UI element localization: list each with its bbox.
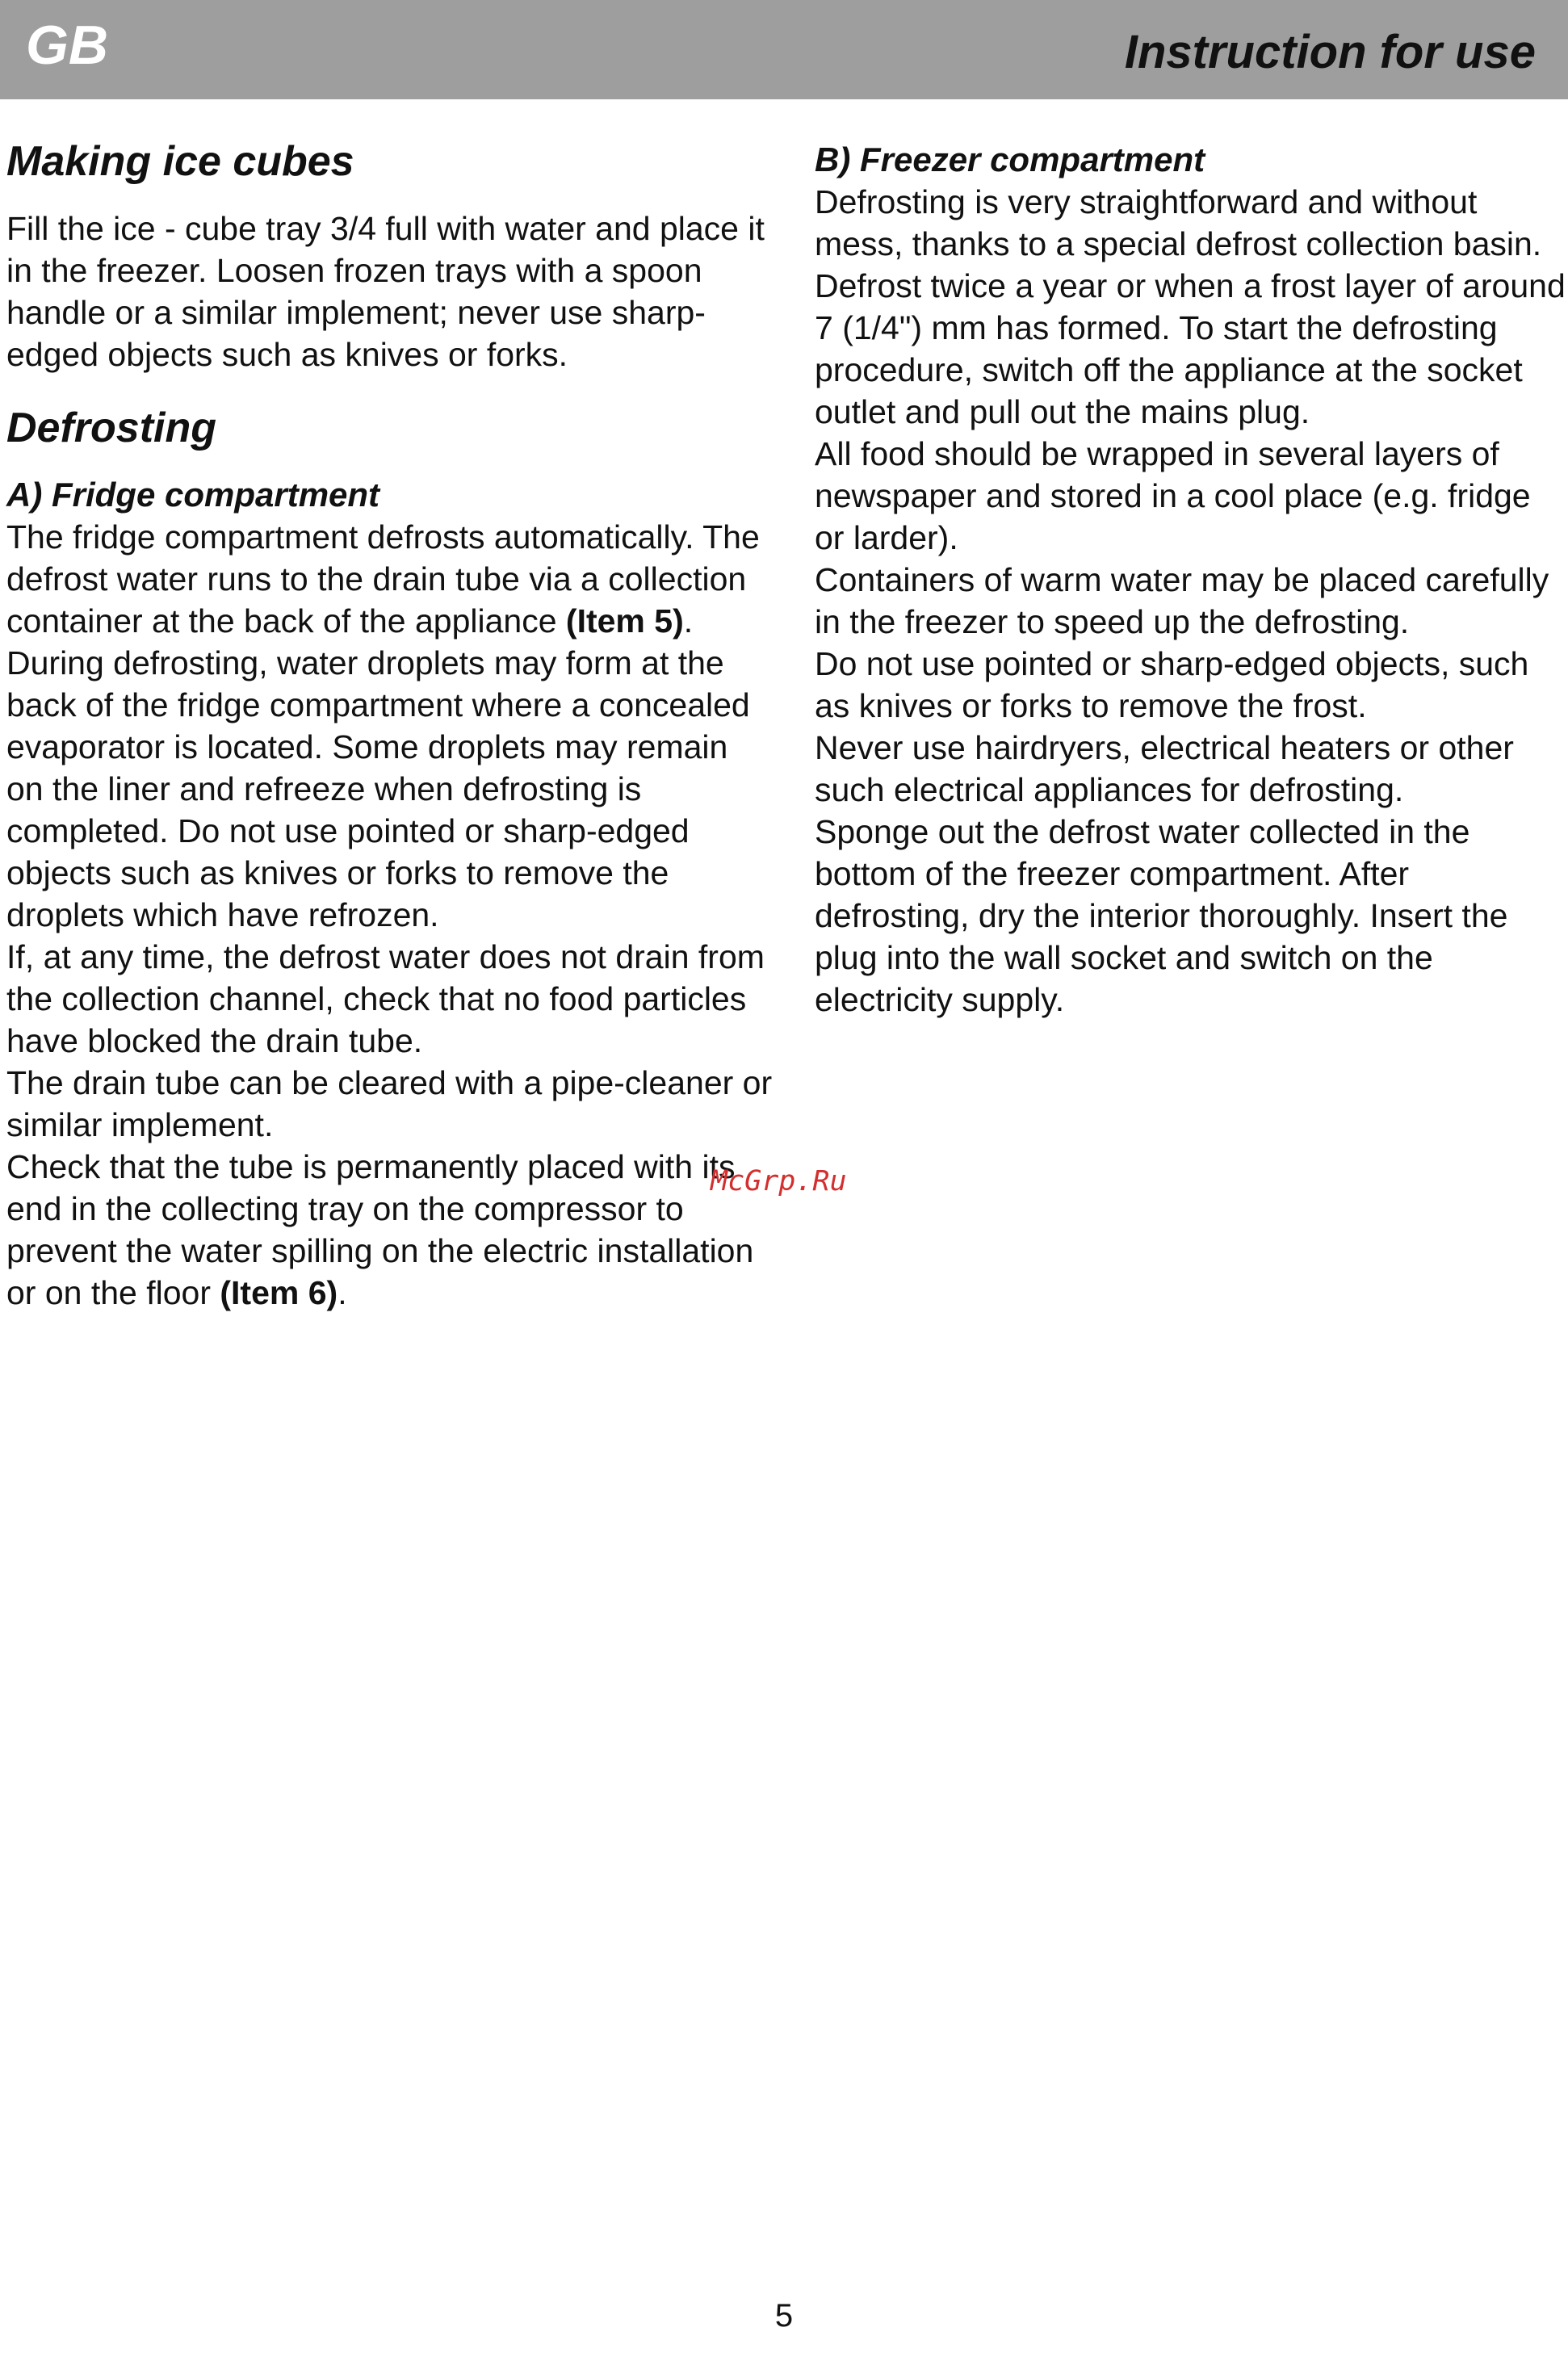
- page-number: 5: [774, 2298, 794, 2334]
- freezer-paragraph-5: Do not use pointed or sharp-edged objects, such as knives or forks to remove the frost.: [815, 645, 1529, 724]
- fridge-p1-end: .: [683, 602, 694, 640]
- watermark: McGrp.Ru: [711, 1165, 847, 1197]
- heading-making-ice-cubes: Making ice cubes: [6, 138, 354, 185]
- fridge-p1-text: The fridge compartment defrosts automatically. The defrost water runs to the drain tube via a collection container at the back of the appliance: [6, 518, 760, 640]
- item-6-reference: (Item 6): [220, 1274, 338, 1311]
- fridge-paragraph-5: [6, 1146, 774, 1314]
- freezer-paragraph-4: Containers of warm water may be placed carefully in the freezer to speed up the defrosting.: [815, 561, 1549, 640]
- page-title: Instruction for use: [1124, 26, 1536, 78]
- heading-fridge-compartment: A) Fridge compartment: [6, 476, 380, 514]
- page-header: [0, 0, 1568, 99]
- freezer-paragraph-1: Defrosting is very straightforward and without mess, thanks to a special defrost collection basin.: [815, 183, 1542, 262]
- fridge-paragraph-3: If, at any time, the defrost water does not drain from the collection channel, check that no food particles have blocked the drain tube.: [6, 938, 765, 1059]
- ice-cubes-text: Fill the ice - cube tray 3/4 full with water and place it in the freezer. Loosen frozen trays with a spoon handle or a similar implement; never use sharp-edged objects such as knives or forks.: [6, 210, 765, 373]
- heading-freezer-compartment: B) Freezer compartment: [815, 140, 1205, 178]
- freezer-paragraph-6: Never use hairdryers, electrical heaters or other such electrical appliances for defrosting.: [815, 729, 1514, 808]
- fridge-paragraph-2: During defrosting, water droplets may form at the back of the fridge compartment where a concealed evaporator is located. Some droplets may remain on the liner and refreeze when defrosting is completed. Do not use pointed or sharp-edged objects such as knives or forks to remove the droplets which have refrozen.: [6, 644, 750, 933]
- fridge-p5-end: .: [337, 1274, 347, 1311]
- fridge-paragraph-1: [6, 516, 774, 642]
- freezer-paragraph-2: Defrost twice a year or when a frost layer of around 7 (1/4") mm has formed. To start the defrosting procedure, switch off the appliance at the socket outlet and pull out the mains plug.: [815, 267, 1566, 430]
- freezer-paragraph-3: All food should be wrapped in several layers of newspaper and stored in a cool place (e.g. fridge or larder).: [815, 435, 1531, 556]
- right-column: [815, 139, 1566, 1021]
- item-5-reference: (Item 5): [565, 602, 684, 640]
- left-column: [6, 133, 774, 1314]
- fridge-paragraph-4: The drain tube can be cleared with a pipe-cleaner or similar implement.: [6, 1064, 773, 1143]
- language-code: GB: [26, 15, 108, 76]
- freezer-paragraph-7: Sponge out the defrost water collected in the bottom of the freezer compartment. After defrosting, dry the interior thoroughly. Insert the plug into the wall socket and switch on the electricity supply.: [815, 813, 1508, 1018]
- heading-defrosting: Defrosting: [6, 405, 216, 451]
- fridge-p5-text: Check that the tube is permanently placed with its end in the collecting tray on the compressor to prevent the water spilling on the electric installation or on the floor: [6, 1148, 754, 1311]
